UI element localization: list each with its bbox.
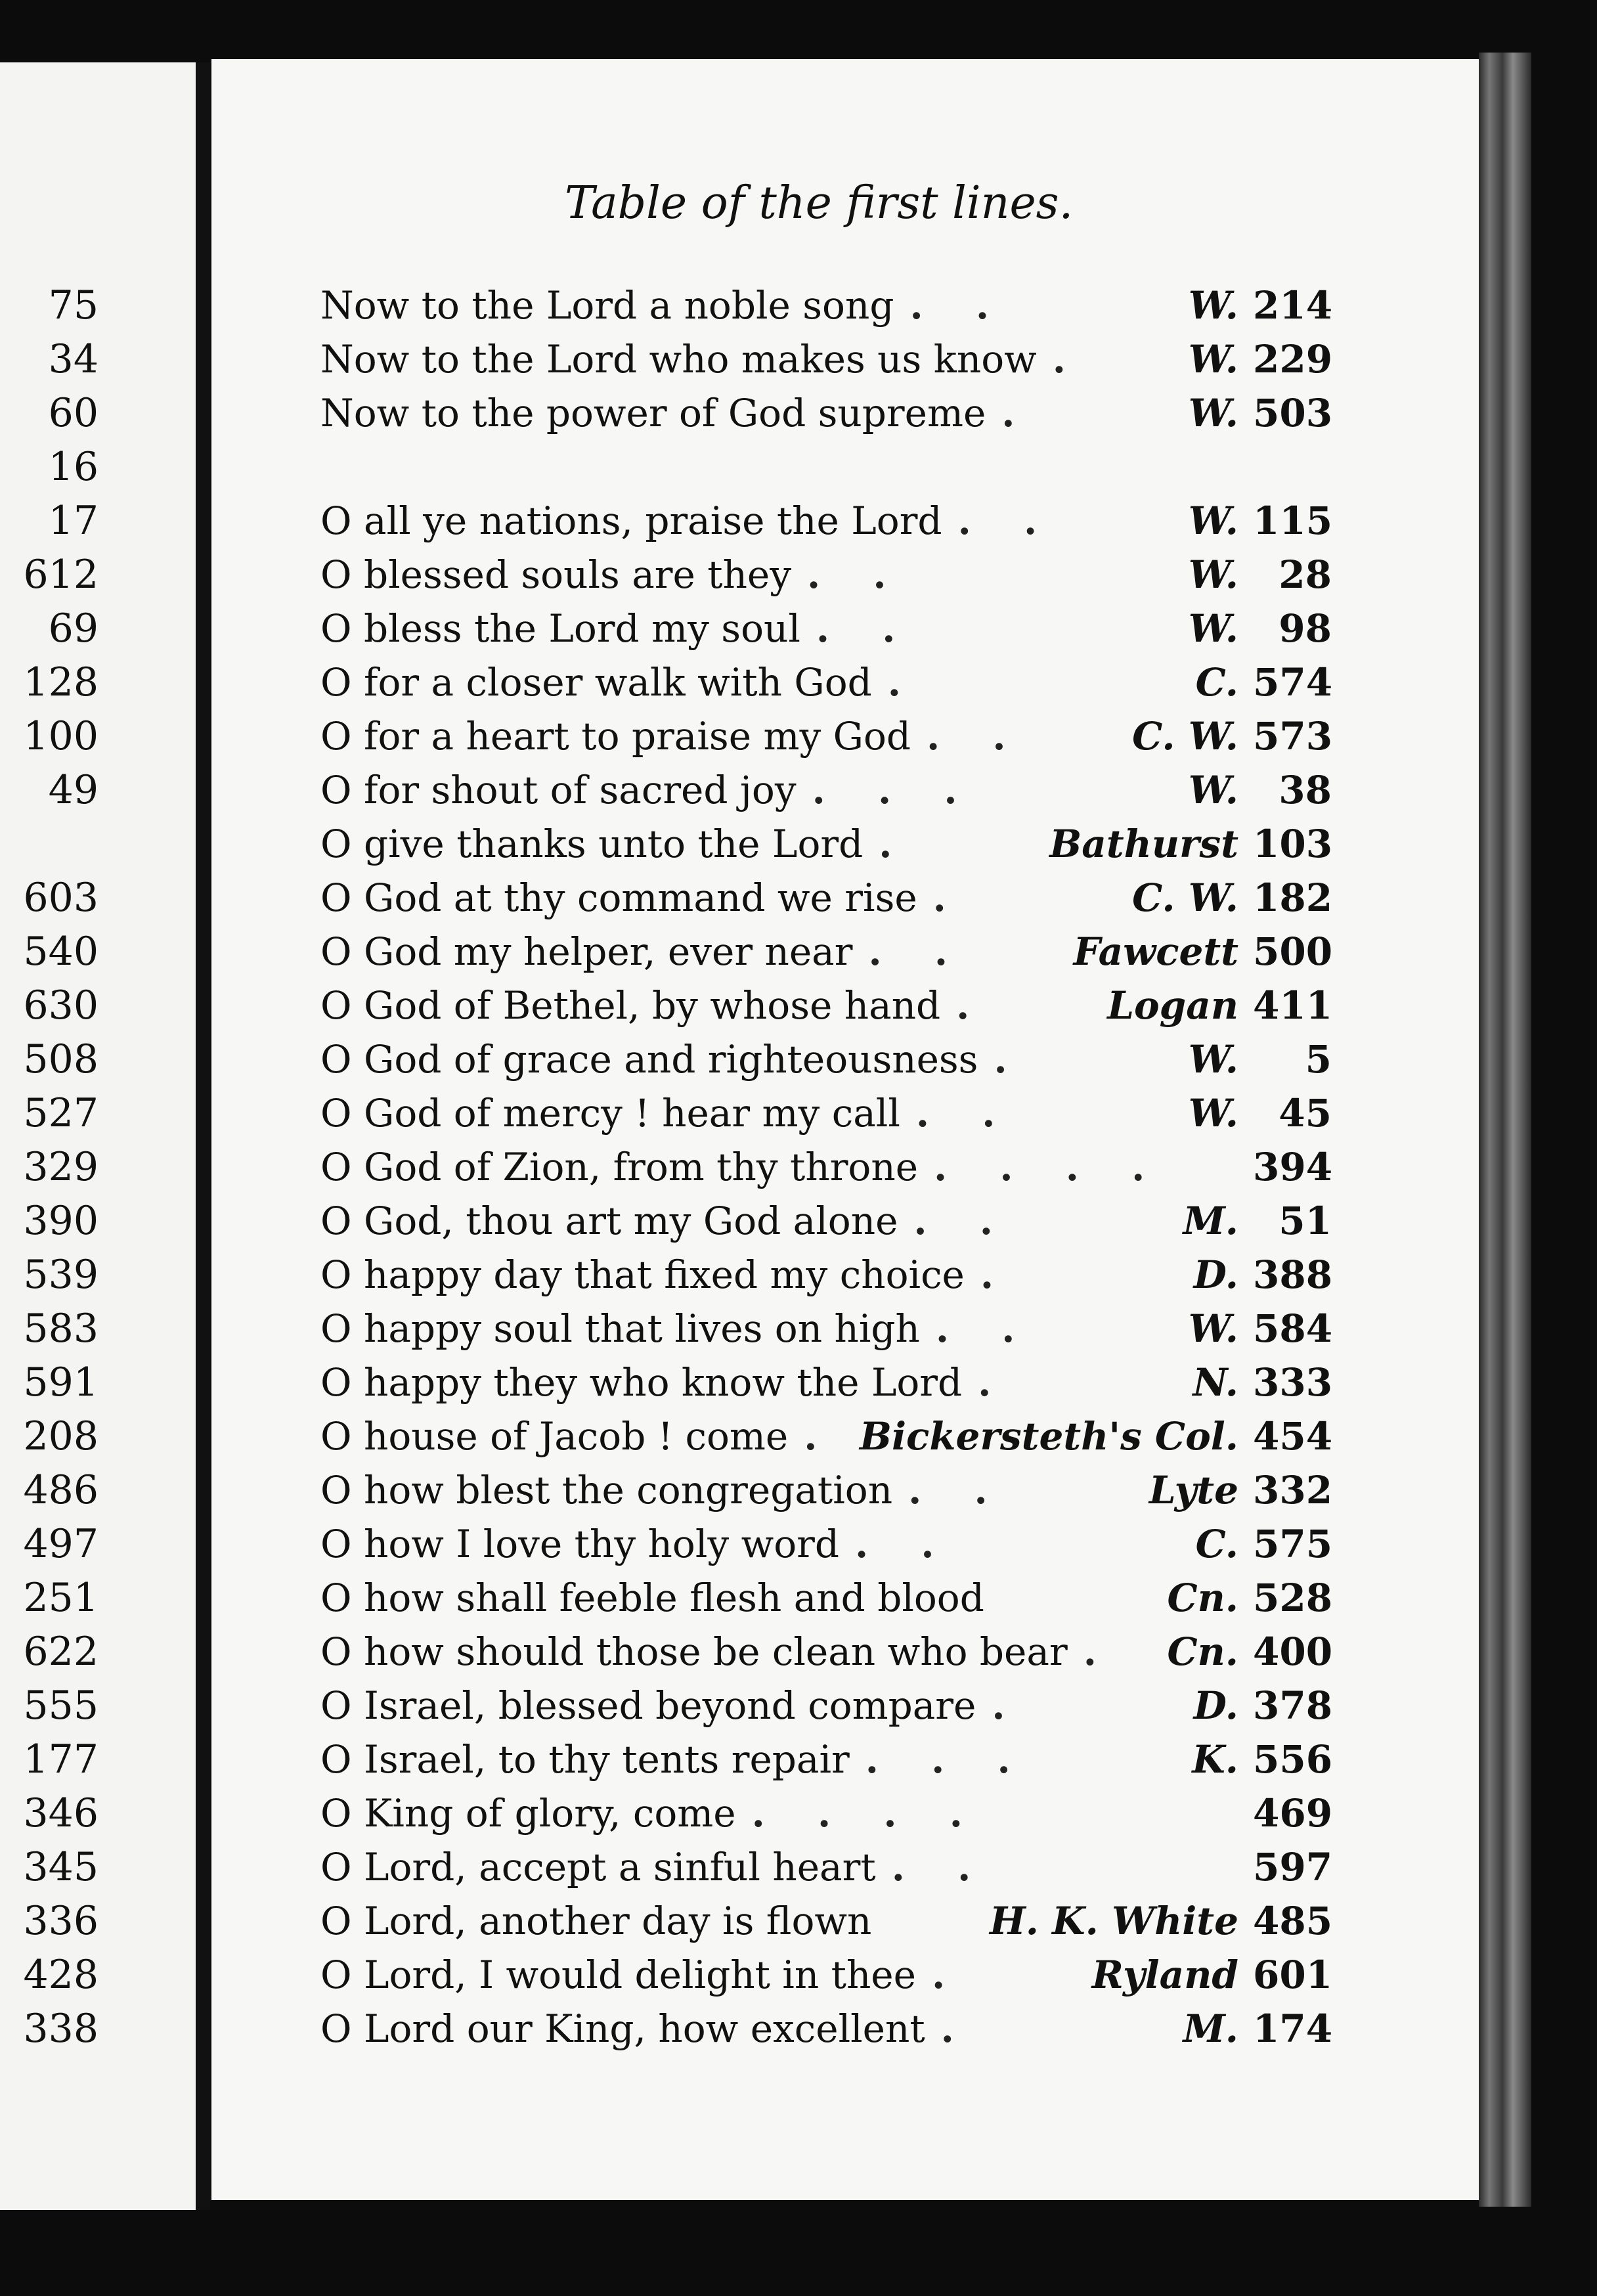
- previous-page-hymn-number: 486: [23, 1467, 98, 1513]
- author-attribution: C. W.: [1132, 714, 1238, 759]
- previous-page-hymn-number: 60: [48, 390, 98, 436]
- first-line-text: O bless the Lord my soul: [320, 606, 800, 651]
- first-line-text: Now to the power of God supreme: [320, 391, 986, 435]
- first-line-text: O King of glory, come: [320, 1791, 736, 1836]
- leader-dots: . . . .: [934, 1145, 1165, 1189]
- previous-page-fragment: [0, 336, 49, 382]
- previous-page-fragment: [0, 659, 23, 705]
- previous-page-fragment: [0, 1467, 23, 1513]
- leader-dots: . .: [935, 1306, 1035, 1351]
- hymn-number: 214: [1253, 283, 1333, 328]
- leader-dots: .: [992, 1683, 1025, 1728]
- previous-page-fragment: [0, 606, 49, 651]
- previous-page-row: [0, 495, 98, 547]
- previous-page-row: [0, 1949, 98, 2001]
- previous-page-row: [0, 764, 98, 816]
- previous-page-row: [0, 333, 98, 386]
- previous-page-fragment: [0, 1790, 23, 1836]
- previous-page-hymn-number: 591: [23, 1359, 98, 1405]
- author-attribution: C. W.: [1132, 875, 1238, 920]
- leader-dots: . . .: [865, 1737, 1030, 1782]
- previous-page-hymn-number: 630: [23, 982, 98, 1028]
- leader-dots: .: [980, 1252, 1014, 1297]
- first-line-entry: [320, 818, 1332, 870]
- hymn-number: 469: [1253, 1791, 1333, 1836]
- previous-page-hymn-number: 346: [23, 1790, 98, 1836]
- first-line-text: O house of Jacob ! come: [320, 1414, 789, 1459]
- previous-page-fragment: [0, 767, 49, 813]
- author-attribution: D.: [1193, 1252, 1238, 1297]
- leader-dots: .: [1001, 391, 1035, 435]
- first-line-entry: [320, 548, 1332, 601]
- first-line-entry: [320, 1410, 1332, 1463]
- author-attribution: C.: [1195, 1522, 1238, 1566]
- first-line-entry: [320, 279, 1332, 332]
- previous-page-hymn-number: 338: [23, 2006, 98, 2052]
- first-line-text: O all ye nations, praise the Lord: [320, 498, 942, 543]
- first-line-text: O God at thy command we rise: [320, 875, 917, 920]
- previous-page-fragment: [0, 1683, 23, 1729]
- first-line-text: O Israel, blessed beyond compare: [320, 1683, 976, 1728]
- previous-page-row: [0, 1572, 98, 1624]
- first-line-entry: [320, 1679, 1332, 1732]
- previous-page-fragment: [0, 713, 23, 759]
- previous-page-row: [0, 548, 98, 601]
- author-attribution: Bathurst: [1049, 822, 1238, 866]
- hymn-number: 575: [1253, 1522, 1333, 1566]
- hymn-number: 51: [1279, 1199, 1332, 1243]
- hymn-number: 394: [1253, 1145, 1333, 1189]
- previous-page-hymn-number: 345: [23, 1844, 98, 1890]
- first-line-text: O happy day that fixed my choice: [320, 1252, 965, 1297]
- first-line-entry: [320, 1033, 1332, 1086]
- hymn-number: 115: [1253, 498, 1333, 543]
- leader-dots: . .: [868, 929, 968, 974]
- previous-page-hymn-number: 603: [23, 875, 98, 921]
- previous-page-fragment: [0, 875, 23, 921]
- first-line-text: O for a closer walk with God: [320, 660, 872, 705]
- author-attribution: W.: [1188, 1091, 1238, 1136]
- author-attribution: Lyte: [1149, 1468, 1238, 1512]
- previous-page-hymn-number: 390: [23, 1198, 98, 1244]
- leader-dots: . .: [908, 1468, 1007, 1512]
- first-line-text: O how should those be clean who bear: [320, 1629, 1068, 1674]
- previous-page-hymn-number: 336: [23, 1898, 98, 1944]
- first-line-text: O how blest the congregation: [320, 1468, 893, 1512]
- leader-dots: .: [932, 875, 966, 920]
- author-attribution: W.: [1188, 552, 1238, 597]
- previous-page-fragment: [0, 929, 23, 975]
- leader-dots: . .: [957, 498, 1057, 543]
- previous-page-fragment: [0, 444, 49, 490]
- previous-page-fragment: [0, 1575, 23, 1621]
- leader-dots: .: [994, 1037, 1027, 1082]
- previous-page-row: [0, 1464, 98, 1516]
- hymn-number: 388: [1253, 1252, 1333, 1297]
- hymn-number: 503: [1253, 391, 1333, 435]
- hymn-number: 103: [1253, 822, 1333, 866]
- previous-page-hymn-number: 100: [23, 713, 98, 759]
- previous-page-hymn-number: 428: [23, 1952, 98, 1998]
- hymn-number: 38: [1279, 768, 1332, 812]
- first-line-text: Now to the Lord a noble song: [320, 283, 894, 328]
- author-attribution: Logan: [1107, 983, 1238, 1028]
- previous-page-row: [0, 2002, 98, 2055]
- previous-page-fragment: [0, 1898, 23, 1944]
- hymn-number: 229: [1253, 337, 1333, 382]
- author-attribution: M.: [1183, 2006, 1238, 2051]
- first-line-entry: [320, 1625, 1332, 1678]
- hymn-number: 556: [1253, 1737, 1333, 1782]
- previous-page-row: [0, 441, 98, 493]
- previous-page-row: [0, 1895, 98, 1947]
- leader-dots: .: [1052, 337, 1085, 382]
- first-line-text: O Israel, to thy tents repair: [320, 1737, 850, 1782]
- leader-dots: .: [887, 660, 921, 705]
- first-line-entry: [320, 872, 1332, 924]
- previous-page-hymn-number: 497: [23, 1521, 98, 1567]
- first-line-text: O Lord, I would delight in thee: [320, 1953, 916, 1997]
- first-line-text: O how I love thy holy word: [320, 1522, 839, 1566]
- author-attribution: Fawcett: [1073, 929, 1238, 974]
- first-line-entry: [320, 1248, 1332, 1301]
- previous-page-hymn-number: 622: [23, 1629, 98, 1675]
- previous-page-hymn-number: 540: [23, 929, 98, 975]
- leader-dots: .: [879, 822, 912, 866]
- previous-page-row: [0, 387, 98, 439]
- author-attribution: Cn.: [1167, 1629, 1238, 1674]
- previous-page-row: [0, 1518, 98, 1570]
- author-attribution: K.: [1192, 1737, 1238, 1782]
- previous-page-fragment: [0, 282, 49, 328]
- leader-dots: . . .: [812, 768, 977, 812]
- hymn-number: 174: [1253, 2006, 1333, 2051]
- first-line-text: O God of mercy ! hear my call: [320, 1091, 900, 1136]
- previous-page-fragment: [0, 1521, 23, 1567]
- first-line-text: O God of Bethel, by whose hand: [320, 983, 941, 1028]
- first-line-entry: [320, 495, 1332, 547]
- first-line-entry: [320, 710, 1332, 762]
- first-line-text: O God of Zion, from thy throne: [320, 1145, 919, 1189]
- author-attribution: H. K. White: [989, 1899, 1238, 1943]
- hymn-number: 332: [1253, 1468, 1333, 1512]
- author-attribution: W.: [1188, 768, 1238, 812]
- hymn-number: 28: [1279, 552, 1332, 597]
- first-line-entry: [320, 979, 1332, 1032]
- previous-page-hymn-number: 527: [23, 1090, 98, 1136]
- author-attribution: W.: [1188, 283, 1238, 328]
- first-line-entry: [320, 1572, 1332, 1624]
- previous-page-hymn-number: 17: [48, 498, 98, 544]
- first-line-entry: [320, 925, 1332, 978]
- previous-page-row: [0, 1841, 98, 1893]
- first-line-entry: [320, 333, 1332, 386]
- previous-page-row: [0, 1733, 98, 1786]
- leader-dots: .: [940, 2006, 974, 2051]
- previous-page-hymn-number: 69: [48, 606, 98, 651]
- author-attribution: W.: [1188, 606, 1238, 651]
- hymn-number: 5: [1305, 1037, 1332, 1082]
- previous-page-fragment: [0, 982, 23, 1028]
- previous-page-fragment: [0, 1198, 23, 1244]
- first-line-text: O for a heart to praise my God: [320, 714, 911, 759]
- previous-page-fragment: [0, 1252, 23, 1298]
- first-line-entry: [320, 1518, 1332, 1570]
- hymn-number: 597: [1253, 1845, 1333, 1889]
- leader-dots: . .: [927, 714, 1026, 759]
- first-line-entry: [320, 1464, 1332, 1516]
- author-attribution: W.: [1188, 391, 1238, 435]
- first-line-text: O happy soul that lives on high: [320, 1306, 920, 1351]
- first-line-entry: [320, 602, 1332, 655]
- first-line-entry: [320, 441, 1332, 493]
- author-attribution: W.: [1188, 1306, 1238, 1351]
- previous-page-hymn-number: 612: [23, 552, 98, 598]
- previous-page-edge: [0, 62, 197, 2210]
- leader-dots: .: [956, 983, 990, 1028]
- first-line-entry: [320, 656, 1332, 709]
- previous-page-hymn-number: 539: [23, 1252, 98, 1298]
- hymn-number: 45: [1279, 1091, 1332, 1136]
- previous-page-row: [0, 710, 98, 762]
- first-line-text: O give thanks unto the Lord: [320, 822, 864, 866]
- previous-page-fragment: [0, 1036, 23, 1082]
- previous-page-row: [0, 656, 98, 709]
- leader-dots: .: [978, 1360, 1011, 1405]
- previous-page-row: [0, 1195, 98, 1247]
- previous-page-row: [0, 1356, 98, 1409]
- first-line-text: O blessed souls are they: [320, 552, 792, 597]
- hymn-number: 182: [1253, 875, 1333, 920]
- first-line-text: Now to the Lord who makes us know: [320, 337, 1037, 382]
- first-line-entry: [320, 387, 1332, 439]
- running-head: Table of the first lines.: [565, 177, 1074, 229]
- previous-page-row: [0, 1141, 98, 1193]
- hymn-number: 411: [1253, 983, 1333, 1028]
- first-line-text: O for shout of sacred joy: [320, 768, 797, 812]
- leader-dots: . .: [891, 1845, 991, 1889]
- hymn-number: 574: [1253, 660, 1333, 705]
- leader-dots: .: [1083, 1629, 1116, 1674]
- previous-page-fragment: [0, 390, 49, 436]
- previous-page-fragment: [0, 1844, 23, 1890]
- leader-dots: . .: [807, 552, 906, 597]
- leader-dots: . .: [909, 283, 1009, 328]
- first-line-entry: [320, 1895, 1332, 1947]
- first-line-text: O Lord, another day is flown: [320, 1899, 872, 1943]
- first-line-entry: [320, 1302, 1332, 1355]
- first-line-text: O how shall feeble flesh and blood: [320, 1576, 984, 1620]
- leader-dots: . .: [855, 1522, 954, 1566]
- author-attribution: W.: [1188, 1037, 1238, 1082]
- first-line-text: O God my helper, ever near: [320, 929, 853, 974]
- previous-page-fragment: [0, 1359, 23, 1405]
- previous-page-row: [0, 1410, 98, 1463]
- previous-page-fragment: [0, 498, 49, 544]
- hymn-number: 601: [1253, 1953, 1333, 1997]
- hymn-number: 400: [1253, 1629, 1333, 1674]
- author-attribution: C.: [1195, 660, 1238, 705]
- author-attribution: W.: [1188, 498, 1238, 543]
- hymn-number: 378: [1253, 1683, 1333, 1728]
- previous-page-hymn-number: 555: [23, 1683, 98, 1729]
- leader-dots: . .: [913, 1199, 1013, 1243]
- previous-page-row: [0, 1248, 98, 1301]
- leader-dots: . .: [915, 1091, 1015, 1136]
- hymn-number: 584: [1253, 1306, 1333, 1351]
- book-gutter: [196, 62, 210, 2210]
- leader-dots: .: [931, 1953, 965, 1997]
- first-line-entry: [320, 1787, 1332, 1840]
- author-attribution: M.: [1183, 1199, 1238, 1243]
- previous-page-row: [0, 1787, 98, 1840]
- previous-page-row: [0, 1033, 98, 1086]
- previous-page-hymn-number: 508: [23, 1036, 98, 1082]
- previous-page-hymn-number: 34: [48, 336, 98, 382]
- previous-page-fragment: [0, 1629, 23, 1675]
- first-line-entry: [320, 1841, 1332, 1893]
- first-line-entry: [320, 2002, 1332, 2055]
- first-line-entry: [320, 1949, 1332, 2001]
- first-line-entry: [320, 1087, 1332, 1139]
- previous-page-hymn-number: 208: [23, 1413, 98, 1459]
- author-attribution: D.: [1193, 1683, 1238, 1728]
- previous-page-hymn-number: 251: [23, 1575, 98, 1621]
- previous-page-fragment: [0, 1306, 23, 1352]
- hymn-number: 333: [1253, 1360, 1333, 1405]
- first-line-text: O God of grace and righteousness: [320, 1037, 978, 1082]
- first-line-entry: [320, 1356, 1332, 1409]
- first-line-text: O happy they who know the Lord: [320, 1360, 963, 1405]
- leader-dots: . .: [816, 606, 915, 651]
- leader-dots: .: [804, 1414, 837, 1459]
- hymn-number: 98: [1279, 606, 1332, 651]
- previous-page-hymn-number: 128: [23, 659, 98, 705]
- first-line-text: O Lord our King, how excellent: [320, 2006, 925, 2051]
- author-attribution: Cn.: [1167, 1576, 1238, 1620]
- previous-page-row: [0, 818, 98, 870]
- previous-page-fragment: [0, 1090, 23, 1136]
- author-attribution: Ryland: [1091, 1953, 1238, 1997]
- first-line-entry: [320, 764, 1332, 816]
- previous-page-row: [0, 1679, 98, 1732]
- first-line-entry: [320, 1195, 1332, 1247]
- previous-page-hymn-number: 583: [23, 1306, 98, 1352]
- previous-page-fragment: [0, 1413, 23, 1459]
- leader-dots: . . . .: [751, 1791, 982, 1836]
- previous-page-row: [0, 1625, 98, 1678]
- previous-page-row: [0, 602, 98, 655]
- previous-page-row: [0, 872, 98, 924]
- previous-page-row: [0, 979, 98, 1032]
- author-attribution: Bickersteth's Col.: [860, 1414, 1238, 1459]
- previous-page-row: [0, 279, 98, 332]
- first-line-entry: [320, 1733, 1332, 1786]
- author-attribution: N.: [1192, 1360, 1238, 1405]
- hymn-number: 573: [1253, 714, 1333, 759]
- previous-page-row: [0, 1302, 98, 1355]
- page-stack-edge: [1479, 53, 1531, 2207]
- previous-page-hymn-number: 177: [23, 1736, 98, 1782]
- previous-page-row: [0, 925, 98, 978]
- first-line-text: O Lord, accept a sinful heart: [320, 1845, 876, 1889]
- first-line-entry: [320, 1141, 1332, 1193]
- hymn-number: 528: [1253, 1576, 1333, 1620]
- previous-page-hymn-number: 75: [48, 282, 98, 328]
- previous-page-row: [0, 1087, 98, 1139]
- previous-page-hymn-number: 16: [48, 444, 98, 490]
- previous-page-fragment: [0, 552, 23, 598]
- previous-page-hymn-number: 49: [48, 767, 98, 813]
- previous-page-hymn-number: 329: [23, 1144, 98, 1190]
- hymn-number: 500: [1253, 929, 1333, 974]
- author-attribution: W.: [1188, 337, 1238, 382]
- hymn-number: 485: [1253, 1899, 1333, 1943]
- first-line-text: O God, thou art my God alone: [320, 1199, 898, 1243]
- hymn-number: 454: [1253, 1414, 1333, 1459]
